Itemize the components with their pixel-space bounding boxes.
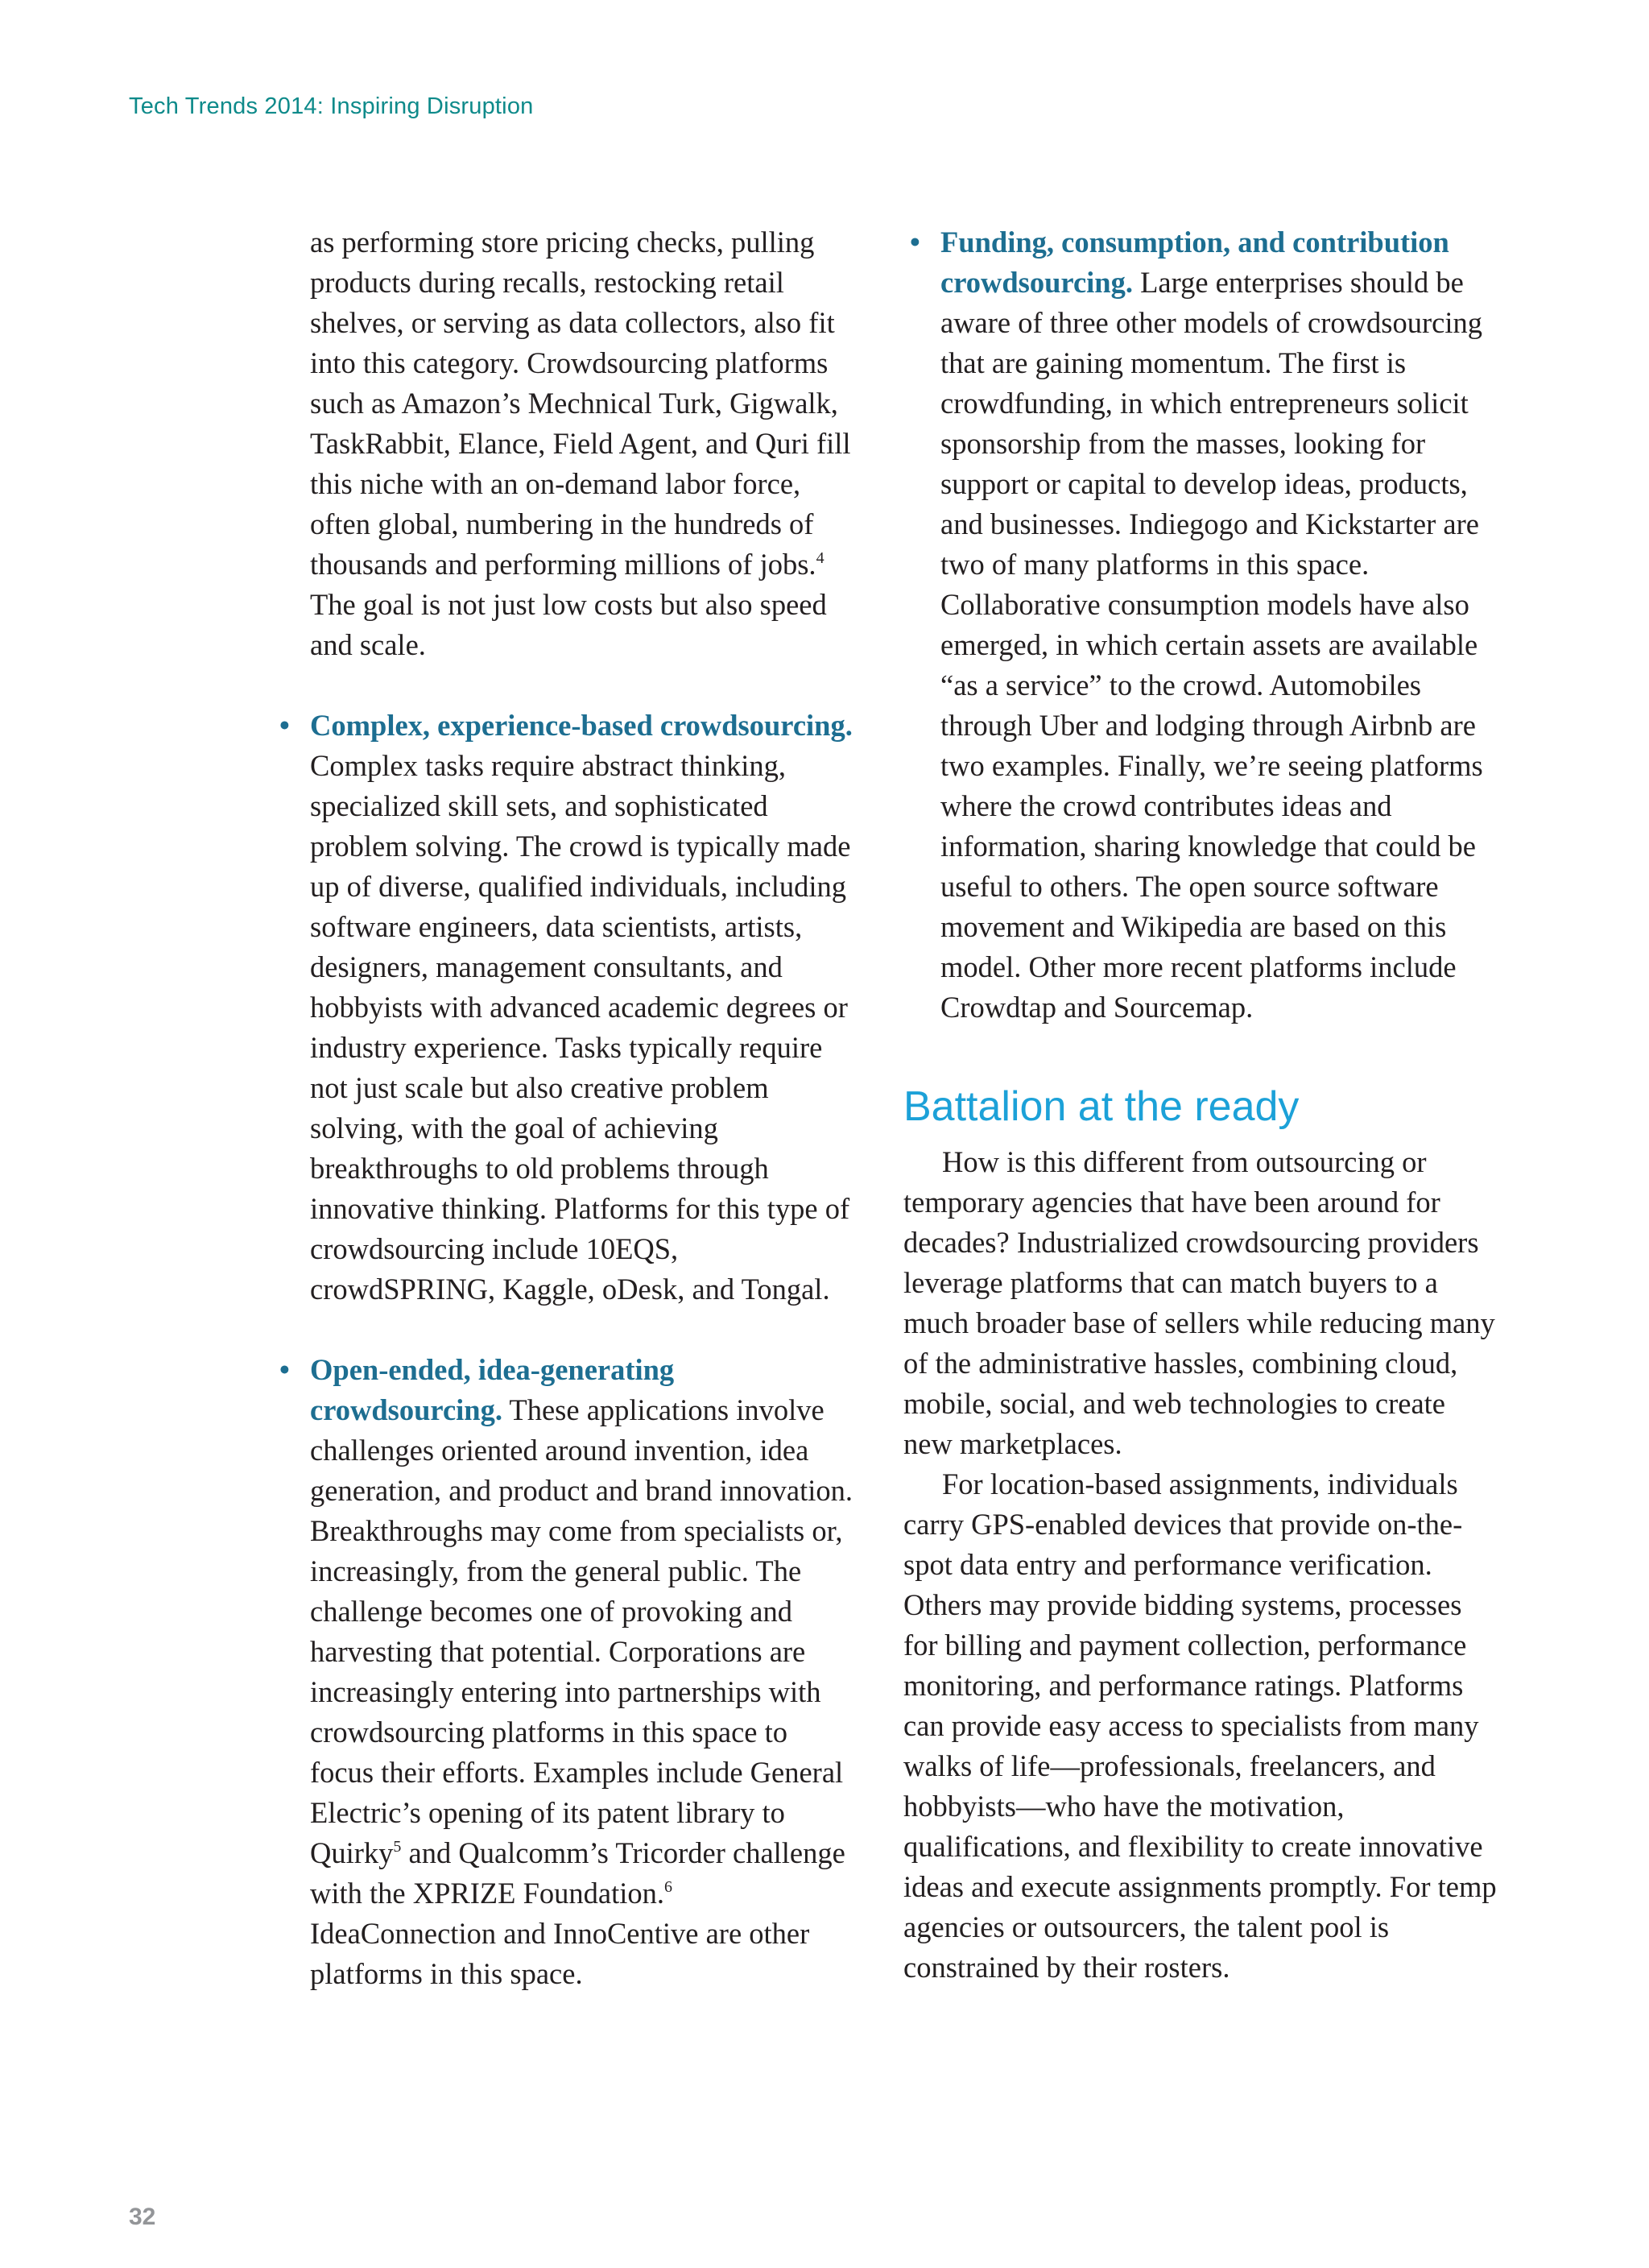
bullet-dot: •	[279, 709, 290, 742]
bullet-open-ended-crowdsourcing: • Open-ended, idea-generating crowdsourcing. These applications involve challenges oriented around invention, idea generation, and product and brand innovation. Breakthroughs may come from specialists or, increasingly, from the general public. The challenge becomes one of provoking and harvesting that potential. Corporations are increasingly entering into partnerships with crowdsourcing platforms in this space to focus their efforts. Examples include General Electric’s opening of its patent library to Quirky$^5$ and Qualcomm’s Tricorder challenge with the XPRIZE Foundation.$^6$ IdeaConnection and InnoCentive are other platforms in this space.	[273, 1350, 858, 1994]
footnote-ref-6[interactable]: 6	[664, 1878, 673, 1896]
left-column	[279, 222, 858, 1994]
bullet-dot: •	[279, 1353, 290, 1386]
bullet-complex-crowdsourcing	[273, 706, 858, 1310]
right-column	[903, 222, 1499, 1988]
section-heading: Battalion at the ready	[903, 1083, 1300, 1130]
bullet-dot: •	[910, 226, 920, 259]
bullet-lead: Funding, consumption, and contribution crowdsourcing.	[940, 226, 1449, 299]
page-number: 32	[129, 2204, 156, 2230]
body-paragraph-1: How is this different from outsourcing or temporary agencies that have been around for decades? Industrialized crowdsourcing providers leverage platforms that can match buyers to a much broader base of sellers while reducing many of the administrative hassles, combining cloud, mobile, social, and web technologies to create new marketplaces.	[903, 1145, 1495, 1460]
bullet-lead: Open-ended, idea-generating crowdsourcing.	[310, 1353, 675, 1426]
bullet-funding-crowdsourcing	[903, 222, 1499, 1028]
bullet-lead: Complex, experience-based crowdsourcing.	[310, 709, 853, 742]
footnote-ref-5[interactable]: 5	[393, 1838, 402, 1856]
running-head: Tech Trends 2014: Inspiring Disruption	[129, 93, 534, 119]
body-paragraph-2: For location-based assignments, individuals carry GPS-enabled devices that provide on-the-spot data entry and performance verification. Others may provide bidding systems, processes for billing and payment collection, performance monitoring, and performance ratings. Platforms can provide easy access to specialists from many walks of life—professionals, freelancers, and hobbyists—who have the motivation, qualifications, and flexibility to create innovative ideas and execute assignments promptly. For temp agencies or outsourcers, the talent pool is constrained by their rosters.	[903, 1467, 1497, 1984]
footnote-ref-4[interactable]: 4	[816, 549, 824, 567]
continued-paragraph: as performing store pricing checks, pulling products during recalls, restocking retail shelves, or serving as data collectors, also fit into this category. Crowdsourcing platforms such as Amazon’s Mechnical Turk, Gigwalk, TaskRabbit, Elance, Field Agent, and Quri fill this niche with an on-demand labor force, often global, numbering in the hundreds of thousands and performing millions of jobs.$^4$ The goal is not just low costs but also speed and scale.	[310, 226, 851, 661]
bullet-text: Large enterprises should be aware of three other models of crowdsourcing that are gaining momentum. The first is crowdfunding, in which entrepreneurs solicit sponsorship from the masses, looking for support or capital to develop ideas, products, and businesses. Indiegogo and Kickstarter are two of many platforms in this space. Collaborative consumption models have also emerged, in which certain assets are available “as a service” to the crowd. Automobiles through Uber and lodging through Airbnb are two examples. Finally, we’re seeing platforms where the crowd contributes ideas and information, sharing knowledge that could be useful to others. The open source software movement and Wikipedia are based on this model. Other more recent platforms include Crowdtap and Sourcemap.	[940, 266, 1483, 1024]
bullet-text: Complex tasks require abstract thinking, specialized skill sets, and sophisticated problem solving. The crowd is typically made up of diverse, qualified individuals, including software engineers, data scientists, artists, designers, management consultants, and hobbyists with advanced academic degrees or industry experience. Tasks typically require not just scale but also creative problem solving, with the goal of achieving breakthroughs to old problems through innovative thinking. Platforms for this type of crowdsourcing include 10EQS, crowdSPRING, Kaggle, oDesk, and Tongal.	[310, 749, 851, 1306]
